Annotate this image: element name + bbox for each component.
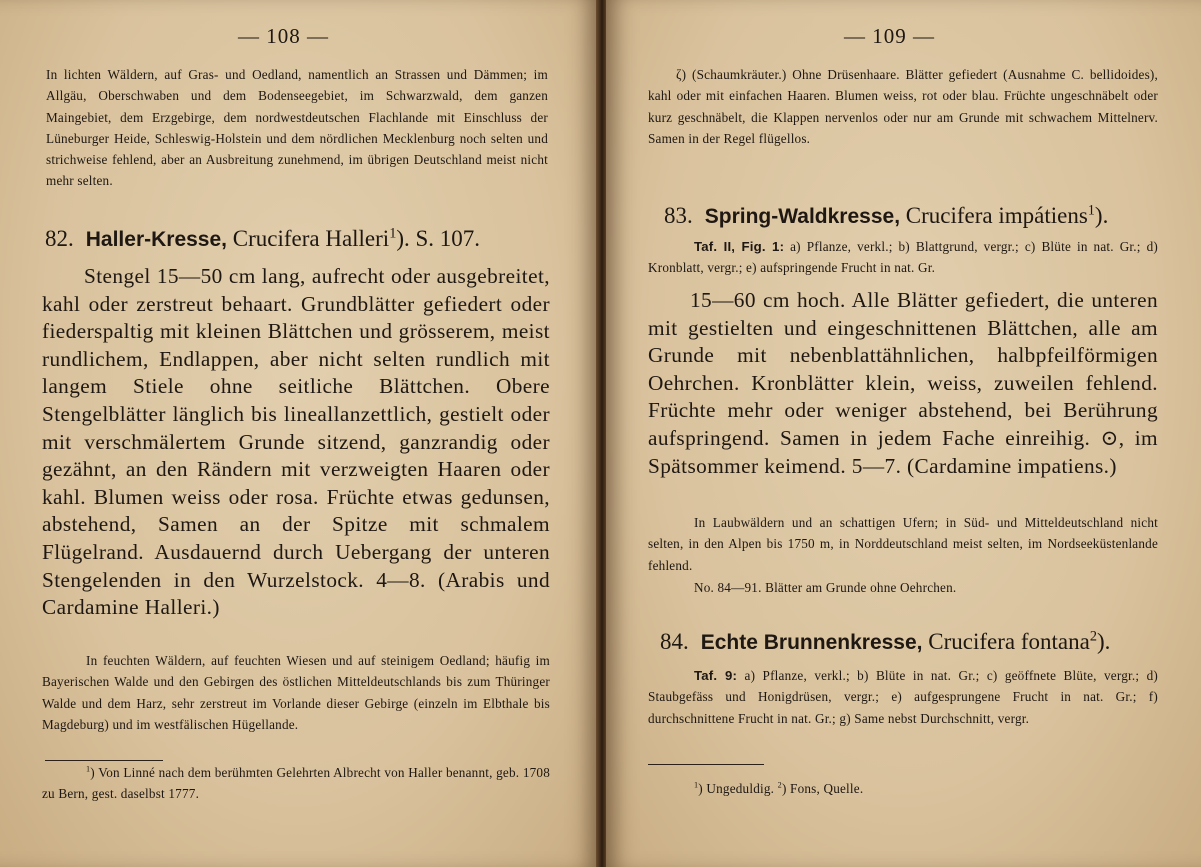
footnote-rule	[648, 764, 764, 765]
page-reference: ). S. 107.	[396, 226, 481, 251]
plate-reference-83	[648, 236, 1158, 279]
plate-label: Taf. 9:	[694, 668, 738, 683]
subgroup-paragraph	[648, 64, 1158, 149]
left-page	[0, 0, 598, 867]
page-number: — 109 —	[844, 24, 935, 48]
footnotes	[648, 778, 1158, 799]
footnote-marker: 1	[694, 780, 699, 790]
latin-name: Crucifera fontana	[928, 629, 1090, 654]
footnote	[42, 762, 550, 805]
footnote-marker: 1	[86, 764, 91, 774]
entry-heading-84	[660, 629, 1110, 655]
habitat-paragraph	[42, 650, 550, 735]
key-note	[648, 577, 1158, 598]
footnote-marker: 2	[1089, 628, 1097, 645]
habitat-paragraph-83	[648, 512, 1158, 576]
page-number: — 108 —	[238, 24, 329, 48]
description-text: Stengel 15—50 cm lang, aufrecht oder ausgebreitet, kahl oder zerstreut behaart. Grundblätter gefiedert oder fiederspaltig mit kleinen Blättchen und grösserem, meist rundlichem, Endlappen, aber nicht selten rundlich mit langem Stiele ohne seitliche Blättchen. Obere Stengelblätter länglich bis lineallanzettlich, gestielt oder mit verschmälertem Grunde sitzend, ganzrandig oder gezähnt, an den Rändern mit verzweigten Haaren oder kahl. Blumen weiss oder rosa. Früchte etwas gedunsen, abstehend, Samen an der Spitze mit schmalem Flügelrand. Ausdauernd durch Uebergang der unteren Stengelenden in den Wurzelstock. 4—8. (Arabis und Cardamine Halleri.)	[42, 264, 550, 620]
plate-text: a) Pflanze, verkl.; b) Blüte in nat. Gr.; c) geöffnete Blüte, vergr.; d) Staubgefäss und Honigdrüsen, vergr.; e) aufgesprungene Frucht in nat. Gr.; f) durchschnittene Frucht in nat. Gr.; g) Same nebst Durchschnitt, vergr.	[648, 668, 1158, 726]
latin-name: Crucifera Halleri	[232, 226, 390, 251]
description-text: 15—60 cm hoch. Alle Blätter gefiedert, die unteren mit gestielten und eingeschnittenen Blättchen, alle am Grunde mit nebenblattähnlichen, halbpfeilförmigen Oehrchen. Kronblätter klein, weiss, zuweilen fehlend. Früchte mehr oder weniger abstehend, bei Berührung aufspringend. Samen in jedem Fache einreihig. ⊙, im Spätsommer keimend. 5—7. (Cardamine impatiens.)	[648, 288, 1158, 478]
plate-text: a) Pflanze, verkl.; b) Blattgrund, vergr.; c) Blüte in nat. Gr.; d) Kronblatt, vergr.; e) aufspringende Frucht in nat. Gr.	[648, 239, 1158, 276]
footnote-text: ) Fons, Quelle.	[781, 781, 864, 796]
entry-number: 83.	[664, 203, 693, 228]
entry-description	[42, 263, 550, 622]
entry-heading-82	[45, 226, 480, 252]
german-name: Echte Brunnenkresse,	[700, 631, 923, 654]
latin-name: Crucifera impátiens	[905, 203, 1088, 228]
heading-close: ).	[1096, 629, 1111, 654]
footnote-text: ) Ungeduldig.	[698, 781, 775, 796]
key-note-text: No. 84—91. Blätter am Grunde ohne Oehrchen.	[694, 580, 957, 595]
entry-description-83	[648, 287, 1158, 480]
footnote-rule	[45, 760, 163, 761]
distribution-text: In lichten Wäldern, auf Gras- und Oedland, namentlich an Strassen und Dämmen; im Allgäu, Oberschwaben und dem Bodenseegebiet, im Schwarzwald, dem ganzen Maingebiet, dem Erzgebirge, dem nordwestdeutschen Flachlande mit Einschluss der Lüneburger Heide, Schleswig-Holstein und dem nördlichen Mecklenburg noch selten und strichweise fehlend, aber an Ausbreitung zunehmend, im übrigen Deutschland meist nicht mehr selten.	[46, 67, 548, 189]
heading-close: ).	[1094, 203, 1109, 228]
entry-number: 84.	[660, 629, 689, 654]
plate-label: Taf. II, Fig. 1:	[694, 239, 785, 254]
footnote-marker: 1	[1087, 202, 1095, 219]
right-page	[606, 0, 1201, 867]
german-name: Haller-Kresse,	[85, 228, 227, 251]
entry-heading-83	[664, 203, 1108, 229]
habitat-text: In feuchten Wäldern, auf feuchten Wiesen und auf steinigem Oedland; häufig im Bayerischen Walde und den Gebirgen des östlichen Mitteldeutschlands bis zum Thüringer Walde und dem Harz, sehr zerstreut im Vorlande dieser Gebirge (einzeln im Elbthale bis Magdeburg) und im westfälischen Hügellande.	[42, 653, 550, 732]
footnote-text: ) Von Linné nach dem berühmten Gelehrten Albrecht von Haller benannt, geb. 1708 zu Bern, gest. daselbst 1777.	[42, 765, 550, 802]
plate-reference-84	[648, 665, 1158, 729]
footnote-marker: 2	[777, 780, 782, 790]
entry-number: 82.	[45, 226, 74, 251]
subgroup-text: ζ) (Schaumkräuter.) Ohne Drüsenhaare. Blätter gefiedert (Ausnahme C. bellidoides), kahl oder mit einfachen Haaren. Blumen weiss, rot oder blau. Früchte ungeschnäbelt oder kurz geschnäbelt, die Klappen nervenlos oder nur am Grunde mit schwachem Mittelnerv. Samen in der Regel flügellos.	[648, 67, 1158, 146]
habitat-text: In Laubwäldern und an schattigen Ufern; in Süd- und Mitteldeutschland nicht selten, in den Alpen bis 1750 m, in Norddeutschland meist selten, im Nordseeküstenlande fehlend.	[648, 515, 1158, 573]
footnote-marker: 1	[389, 225, 397, 242]
german-name: Spring-Waldkresse,	[704, 205, 901, 228]
distribution-paragraph	[46, 64, 548, 192]
